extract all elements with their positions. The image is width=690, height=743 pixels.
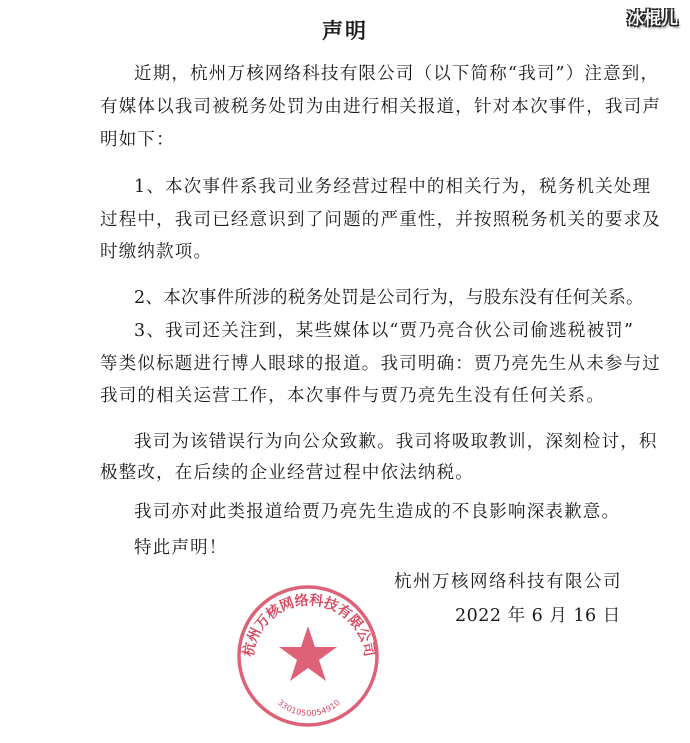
seal-text: 杭州万核网络科技有限公司 [240,592,378,658]
paragraph-line: 过程中，我司已经意识到了问题的严重性，并按照税务机关的要求及 [100,210,661,230]
paragraph-line: 近期，杭州万核网络科技有限公司（以下简称“我司”）注意到， [134,64,660,84]
paragraph-line: 我司为该错误行为向公众致歉。我司将吸取教训，深刻检讨，积 [134,432,658,452]
paragraph-line: 等类似标题进行博人眼球的报道。我司明确：贾乃亮先生从未参与过 [100,354,661,374]
watermark: 冰棍儿 [627,9,678,29]
signature-company: 杭州万核网络科技有限公司 [394,572,622,592]
paragraph-line: 特此声明！ [134,538,228,558]
paragraph-line: 2、本次事件所涉的税务处罚是公司行为，与股东没有任何关系。 [134,288,644,308]
signature-date: 2022 年 6 月 16 日 [455,606,621,626]
paragraph-line: 我司亦对此类报道给贾乃亮先生造成的不良影响深表歉意。 [134,502,621,522]
document-title: 声明 [322,18,368,43]
paragraph-line: 明如下： [100,130,175,150]
paragraph-line: 时缴纳款项。 [100,242,213,262]
paragraph-line: 3、我司还关注到，某些媒体以“贾乃亮合伙公司偷逃税被罚” [134,321,635,341]
company-seal [236,584,380,728]
seal-number: 3301050054910 [275,697,343,718]
paragraph-line: 有媒体以我司被税务处罚为由进行相关报道，针对本次事件，我司声 [100,97,661,117]
paragraph-line: 极整改，在后续的企业经营过程中依法纳税。 [100,463,474,483]
paragraph-line: 我司的相关运营工作，本次事件与贾乃亮先生没有任何关系。 [100,386,605,406]
svg-text:3301050054910 [276,698,342,718]
paragraph-line: 1、本次事件系我司业务经营过程中的相关行为，税务机关处理 [134,177,652,197]
